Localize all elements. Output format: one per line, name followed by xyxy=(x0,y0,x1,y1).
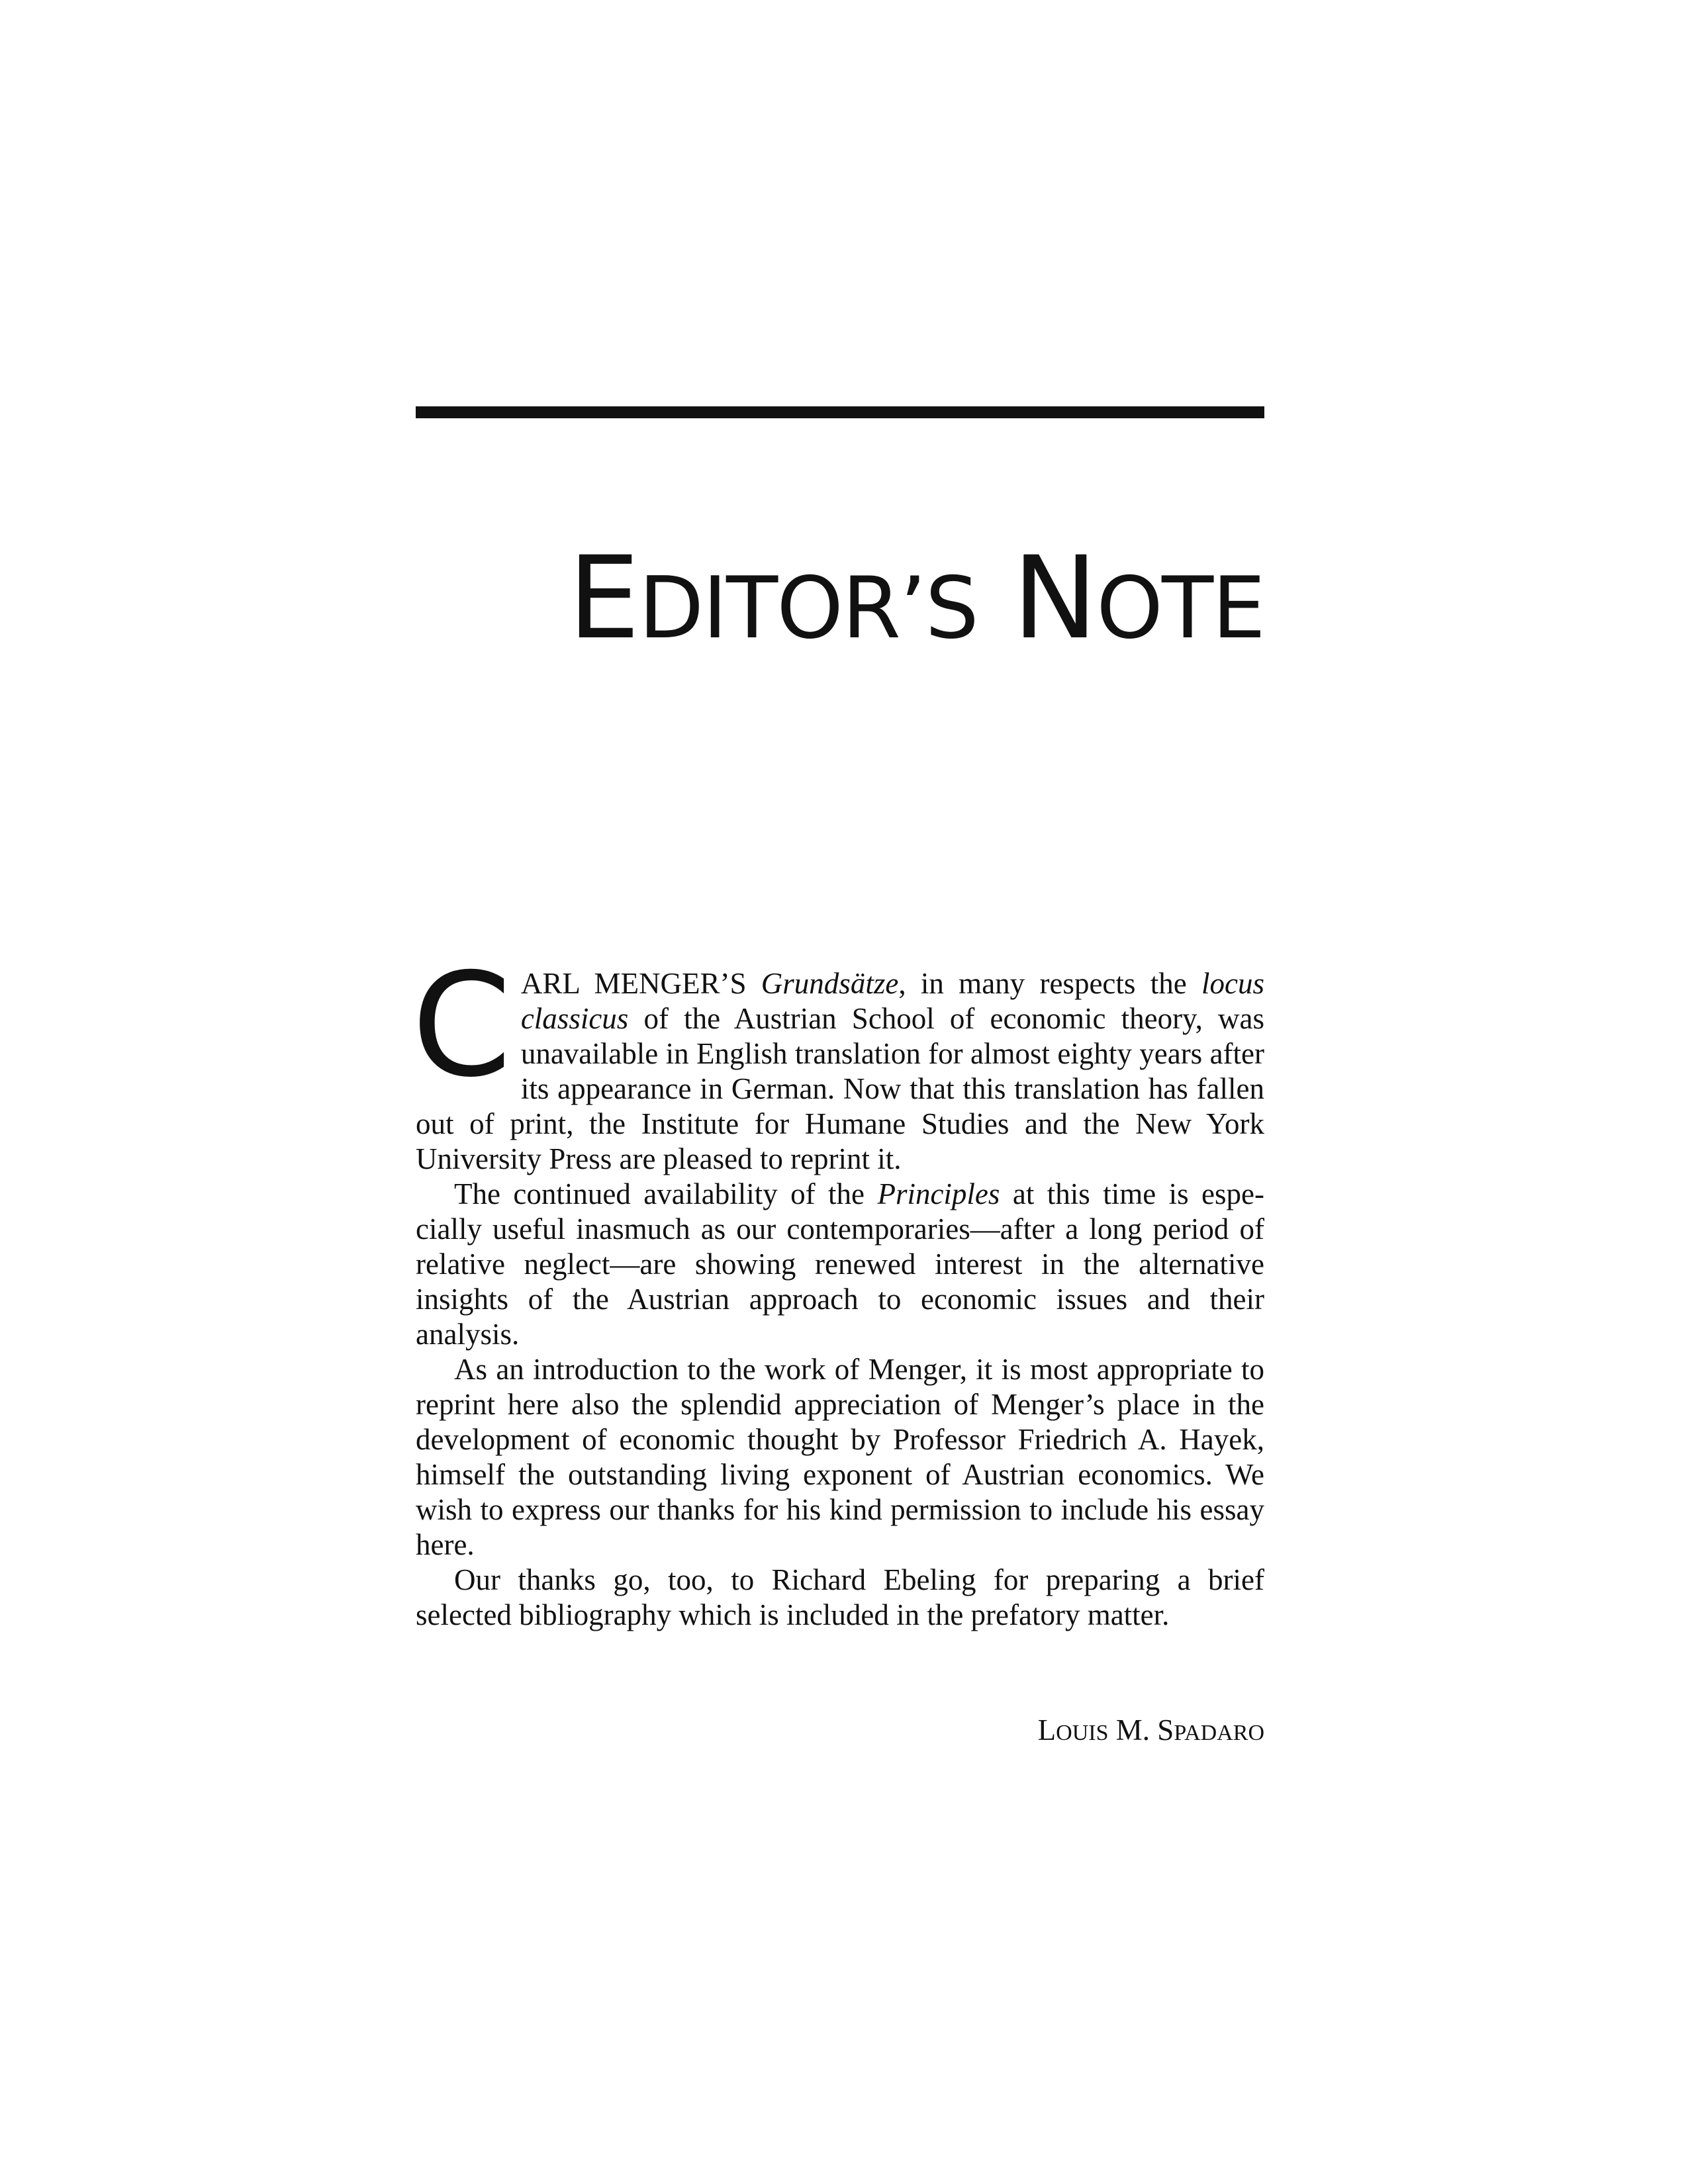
title-initial-e: E xyxy=(568,531,639,664)
grundsatze-italic: Grundsätze xyxy=(761,967,899,1000)
title-smallcaps-ote: OTE xyxy=(1096,559,1264,658)
title-smallcaps-ditors: DITOR’S xyxy=(638,559,978,658)
p1-text-a: , in many respects the xyxy=(898,967,1201,1000)
p2-text-a: The continued availability of the xyxy=(454,1177,878,1210)
drop-cap: C xyxy=(412,942,512,1109)
locus-classicus-italic: locus classicus xyxy=(520,967,1264,1035)
paragraph-3: As an introduction to the work of Menger, it is most appropriate to reprint here also the splendid appreciation of Menger’s place in the development of economic thought by Professor Friedrich A. Hayek, himself the outstanding living exponent of Austrian economics. We wish to express our thanks for his kind permission to include his essay here. xyxy=(416,1353,1264,1561)
paragraph-2 xyxy=(416,1177,1264,1352)
editor-signature: LOUIS M. SPADARO xyxy=(1037,1713,1264,1747)
principles-italic: Principles xyxy=(877,1177,1000,1210)
paragraph-4: Our thanks go, too, to Richard Ebeling for preparing a brief selected bibliography which is included in the prefatory matter. xyxy=(416,1563,1264,1631)
lead-caps: ARL MENGER’S xyxy=(520,967,761,1000)
header-rule xyxy=(416,406,1264,418)
paragraph-1 xyxy=(412,942,1264,1177)
title-initial-n: N xyxy=(1012,531,1097,664)
p2-text-b: at this time is especially useful inasmuch as our contemporaries—after a long period of relative neglect—are showing renewed interest in the alternative insights of the Austrian approach to economic issues and their analysis. xyxy=(416,1177,1265,1351)
p1-text-b: of the Austrian School of economic theory, was unavailable in English translation for almost eighty years after its appearance in German. Now that this translation has fallen out of print, the Institute for Humane Studies and the New York University Press are pleased to reprint it. xyxy=(416,1002,1264,1175)
page-title xyxy=(416,531,1264,664)
note-body xyxy=(412,942,1265,1633)
